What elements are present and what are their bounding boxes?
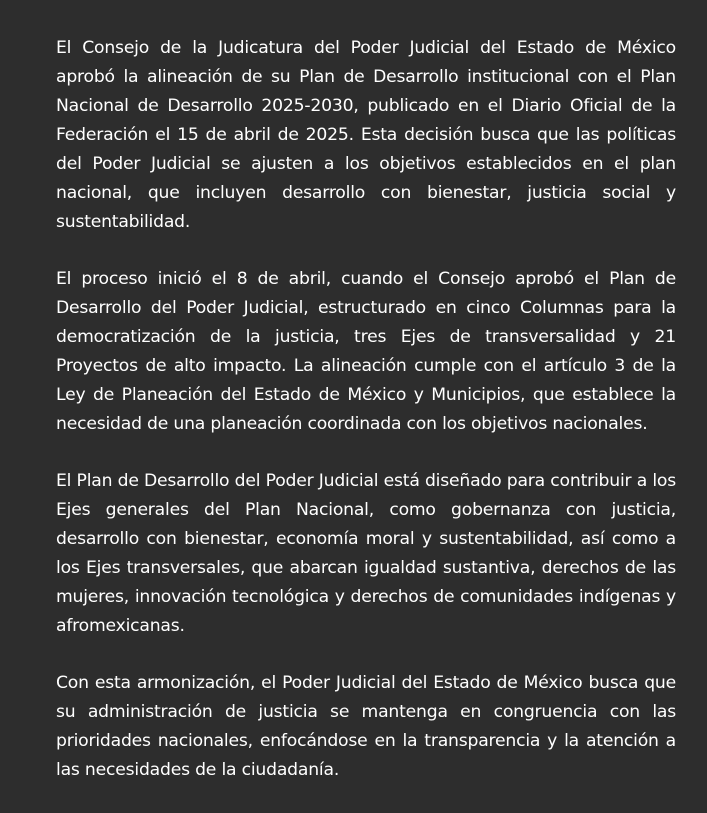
article-paragraph-4: Con esta armonización, el Poder Judicial del Estado de México busca que su administración de justicia se mantenga en congruencia con las prioridades nacionales, enfocándose en la transparencia y la atención a las necesidades de la ciudadanía. (56, 673, 676, 780)
article-paragraph-3: El Plan de Desarrollo del Poder Judicial está diseñado para contribuir a los Ejes generales del Plan Nacional, como gobernanza con justicia, desarrollo con bienestar, economía moral y sustentabilidad, así como a los Ejes transversales, que abarcan igualdad sustantiva, derechos de las mujeres, innovación tecnológica y derechos de comunidades indígenas y afromexicanas. (56, 471, 676, 636)
article-body (56, 34, 676, 813)
article-paragraph-2: El proceso inició el 8 de abril, cuando el Consejo aprobó el Plan de Desarrollo del Poder Judicial, estructurado en cinco Columnas para la democratización de la justicia, tres Ejes de transversalidad y 21 Proyectos de alto impacto. La alineación cumple con el artículo 3 de la Ley de Planeación del Estado de México y Municipios, que establece la necesidad de una planeación coordinada con los objetivos nacionales. (56, 269, 676, 434)
article-paragraph-1: El Consejo de la Judicatura del Poder Judicial del Estado de México aprobó la alineación de su Plan de Desarrollo institucional con el Plan Nacional de Desarrollo 2025-2030, publicado en el Diario Oficial de la Federación el 15 de abril de 2025. Esta decisión busca que las políticas del Poder Judicial se ajusten a los objetivos establecidos en el plan nacional, que incluyen desarrollo con bienestar, justicia social y sustentabilidad. (56, 38, 676, 232)
